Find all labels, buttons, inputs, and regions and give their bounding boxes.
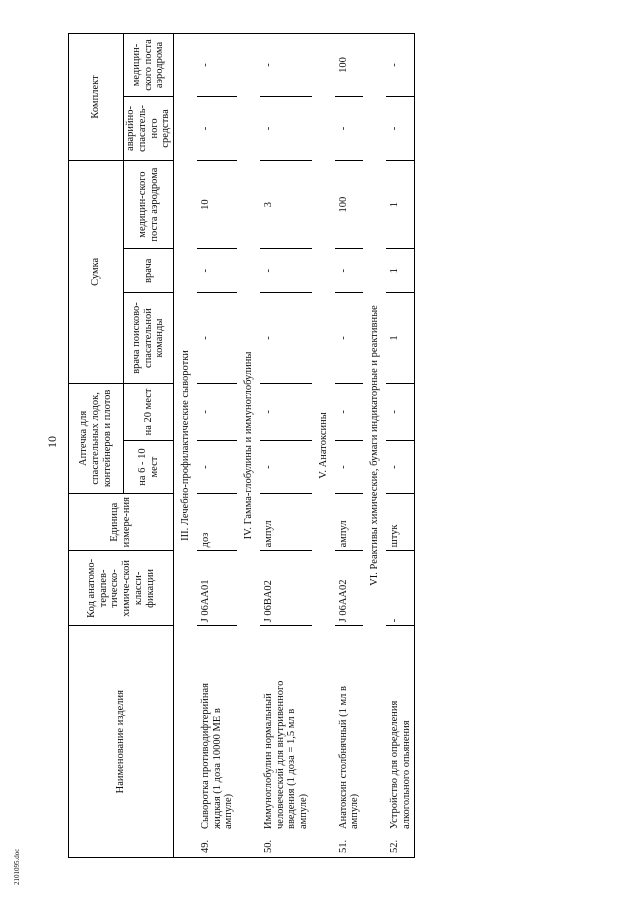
section-title: VI. Реактивы химические, бумаги индикаторные и реактивные bbox=[363, 34, 386, 858]
qty-kit-20: - bbox=[386, 383, 415, 440]
qty-kit-airfield: - bbox=[260, 34, 312, 97]
qty-kit-6-10: - bbox=[335, 441, 364, 494]
qty-kit-20: - bbox=[335, 383, 364, 440]
qty-kit-airfield: - bbox=[386, 34, 415, 97]
header-name: Наименование изделия bbox=[69, 626, 174, 858]
header-bag: Сумка bbox=[69, 160, 124, 383]
header-code: Код анатомо-терапев-тическо-химиче-ской класси-фикации bbox=[69, 551, 174, 626]
qty-kit-6-10: - bbox=[386, 441, 415, 494]
item-name: Устройство для определения алкогольного опьянения bbox=[388, 700, 412, 829]
rotated-table-container bbox=[68, 33, 412, 858]
page-number: 10 bbox=[45, 436, 59, 448]
header-unit: Единица измере-ния bbox=[69, 494, 174, 551]
row-number: 51. bbox=[337, 839, 349, 853]
header-kit-emergency: аварийно-спасатель-ного средства bbox=[124, 96, 174, 160]
equipment-table bbox=[68, 33, 415, 858]
qty-bag-doctor: - bbox=[260, 249, 312, 293]
qty-kit-airfield: 100 bbox=[335, 34, 364, 97]
header-bag-airfield-med: медицин-ского поста аэродрома bbox=[124, 160, 174, 248]
section-title: III. Лечебно-профилактические сыворотки bbox=[174, 34, 197, 858]
qty-kit-20: - bbox=[260, 383, 312, 440]
header-first-aid-kit: Аптечка для спасательных лодок, контейнеров и плотов bbox=[69, 383, 124, 493]
item-unit: доз bbox=[197, 494, 237, 551]
table-row bbox=[197, 34, 237, 858]
item-name: Анатоксин столбнячный (1 мл в ампуле) bbox=[337, 686, 361, 829]
qty-kit-6-10: - bbox=[197, 441, 237, 494]
header-bag-search-doctor: врача поисково-спасательной команды bbox=[124, 293, 174, 383]
item-code: J 06AA02 bbox=[335, 551, 364, 626]
item-name: Иммуноглобулин нормальный человеческий для внутривенного введения (1 доза = 1,5 мл в ампуле) bbox=[262, 680, 309, 829]
qty-kit-emergency: - bbox=[386, 96, 415, 160]
qty-bag-doctor: - bbox=[335, 249, 364, 293]
qty-kit-airfield: - bbox=[197, 34, 237, 97]
row-number: 50. bbox=[262, 839, 274, 853]
section-title: IV. Гамма-глобулины и иммуноглобулины bbox=[237, 34, 260, 858]
header-kit: Комплект bbox=[69, 34, 124, 161]
table-row bbox=[386, 34, 415, 858]
qty-bag-airfield: 3 bbox=[260, 160, 312, 248]
item-code: J 06AA01 bbox=[197, 551, 237, 626]
section-title: V. Анатоксины bbox=[312, 34, 335, 858]
qty-bag-search: - bbox=[335, 293, 364, 383]
row-number: 52. bbox=[388, 839, 400, 853]
qty-kit-emergency: - bbox=[197, 96, 237, 160]
item-code: J 06BA02 bbox=[260, 551, 312, 626]
header-kit-6-10: на 6 - 10 мест bbox=[124, 441, 174, 494]
qty-bag-search: - bbox=[260, 293, 312, 383]
row-number: 49. bbox=[199, 839, 211, 853]
header-kit-airfield-med: медицин-ского поста аэродрома bbox=[124, 34, 174, 97]
qty-bag-search: 1 bbox=[386, 293, 415, 383]
qty-kit-emergency: - bbox=[260, 96, 312, 160]
qty-bag-doctor: 1 bbox=[386, 249, 415, 293]
header-bag-doctor: врача bbox=[124, 249, 174, 293]
item-code: - bbox=[386, 551, 415, 626]
qty-kit-20: - bbox=[197, 383, 237, 440]
header-kit-20: на 20 мест bbox=[124, 383, 174, 440]
table-row bbox=[335, 34, 364, 858]
qty-bag-search: - bbox=[197, 293, 237, 383]
qty-kit-6-10: - bbox=[260, 441, 312, 494]
table-row bbox=[260, 34, 312, 858]
item-name: Сыворотка противодифтерийная жидкая (1 доза 10000 МЕ в ампуле) bbox=[199, 682, 235, 829]
qty-bag-airfield: 10 bbox=[197, 160, 237, 248]
qty-bag-doctor: - bbox=[197, 249, 237, 293]
item-unit: ампул bbox=[335, 494, 364, 551]
qty-bag-airfield: 1 bbox=[386, 160, 415, 248]
qty-bag-airfield: 100 bbox=[335, 160, 364, 248]
footer-filename: 2101095.doc bbox=[13, 848, 21, 885]
qty-kit-emergency: - bbox=[335, 96, 364, 160]
item-unit: штук bbox=[386, 494, 415, 551]
item-unit: ампул bbox=[260, 494, 312, 551]
